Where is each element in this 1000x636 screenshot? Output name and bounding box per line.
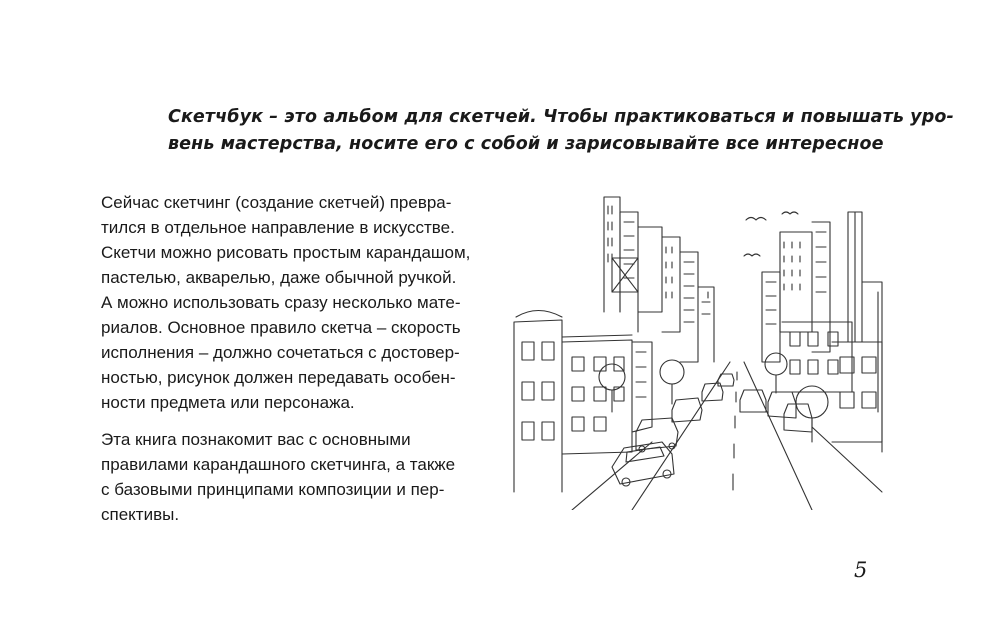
city-street-sketch	[512, 192, 892, 510]
text-line: Эта книга познакомит вас с основными	[101, 430, 411, 449]
page-number: 5	[854, 558, 868, 582]
text-line: ности предмета или персонажа.	[101, 393, 355, 412]
lead-paragraph	[168, 104, 954, 158]
lead-line: Скетчбук – это альбом для скетчей. Чтобы практиковаться и повышать уро-	[168, 107, 954, 127]
paragraph-1	[101, 190, 481, 415]
text-line: с базовыми принципами композиции и пер-	[101, 480, 445, 499]
lead-line: вень мастерства, носите его с собой и зарисовывайте все интересное	[168, 134, 884, 154]
text-line: исполнения – должно сочетаться с достовер-	[101, 343, 460, 362]
right-front-buildings	[782, 322, 882, 442]
text-line: риалов. Основное правило скетча – скорость	[101, 318, 461, 337]
right-towers	[762, 212, 882, 452]
text-line: тился в отдельное направление в искусстве.	[101, 218, 455, 237]
text-line: ностью, рисунок должен передавать особен-	[101, 368, 456, 387]
body-text	[101, 190, 481, 527]
left-front-buildings	[514, 311, 652, 493]
street	[572, 362, 882, 510]
text-line: правилами карандашного скетчинга, а также	[101, 455, 456, 474]
text-line: Скетчи можно рисовать простым карандашом,	[101, 243, 471, 262]
text-line: спективы.	[101, 505, 180, 524]
paragraph-2	[101, 427, 481, 527]
left-towers	[604, 197, 714, 362]
text-line: А можно использовать сразу несколько мате-	[101, 293, 461, 312]
text-line: пастелью, акварелью, даже обычной ручкой.	[101, 268, 457, 287]
text-line: Сейчас скетчинг (создание скетчей) превра-	[101, 193, 452, 212]
